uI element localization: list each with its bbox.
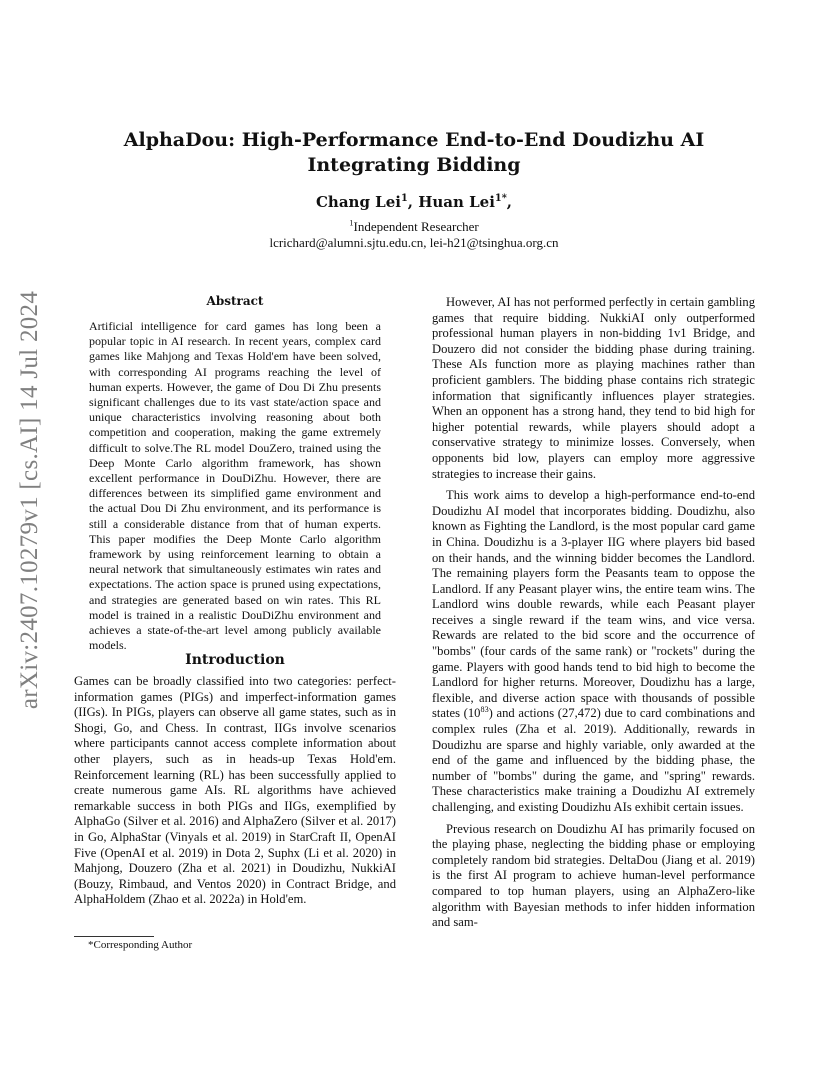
author-trailing-comma: , <box>506 193 513 211</box>
paragraph-doudizhu-rules <box>432 488 755 815</box>
footnote-rule <box>74 936 154 937</box>
state-space-exponent: 83 <box>480 705 489 715</box>
paragraph-doudizhu-rules-part2: ) and actions (27,472) due to card combinations and complex rules (Zha et al. 2019). Additionally, rewards in Doudizhu are sparse and highly variable, only awarded at the end of the game and influenced by the bidding phase, the number of "bombs" during the game, and "spring" rewards. These characteristics make training a Doudizhu AI extremely challenging, and existing Doudizhu AIs exhibit certain issues. <box>432 706 755 814</box>
author-2-affil-mark: 1* <box>494 193 507 204</box>
introduction-text: Games can be broadly classified into two categories: perfect-information games (PIGs) and imperfect-information games (IIGs). In PIGs, players can observe all game states, such as in Shogi, Go, and Chess. In contrast, IIGs involve scenarios where participants cannot access complete information about other players, such as in heads-up Texas Hold'em. Reinforcement learning (RL) has been successfully applied to create numerous game AIs. RL algorithms have achieved remarkable success in both PIGs and IIGs, exemplified by AlphaGo (Silver et al. 2016) and AlphaZero (Silver et al. 2017) in Go, AlphaStar (Vinyals et al. 2019) in StarCraft II, OpenAI Five (OpenAI et al. 2019) in Dota 2, Suphx (Li et al. 2020) in Mahjong, Douzero (Zha et al. 2021) in Doudizhu, NukkiAI (Bouzy, Rimbaud, and Ventos 2020) in Contract Bridge, and AlphaHoldem (Zhao et al. 2022a) in Hold'em. <box>74 674 396 907</box>
arxiv-identifier <box>8 290 52 710</box>
paragraph-bidding-ai: However, AI has not performed perfectly in certain gambling games that require bidding. NukkiAI only outperformed professional human players in non-bidding 1v1 Bridge, and Douzero did not consider the bidding phase during training. These AIs function more as playing machines rather than proficient gamblers. The bidding phase contains rich strategic information that significantly influences player strategies. When an opponent has a strong hand, they tend to bid high for higher potential rewards, while players should adopt a conservative strategy to minimize losses. Conversely, when opponents bid low, players can employ more aggressive strategies to increase their gains. <box>432 295 755 481</box>
author-1-affil-mark: 1 <box>400 193 408 204</box>
footnote: *Corresponding Author <box>88 939 193 951</box>
paper-title: AlphaDou: High-Performance End-to-End Doudizhu AI Integrating Bidding <box>123 129 705 176</box>
introduction-heading: Introduction <box>185 652 285 668</box>
abstract-text: Artificial intelligence for card games has long been a popular topic in AI research. In recent years, complex card games like Mahjong and Texas Hold'em have been solved, with corresponding AI programs reaching the level of human experts. However, the game of Dou Di Zhu presents significant challenges due to its vast state/action space and unique characteristics involving reasoning about both competition and cooperation, making the game extremely difficult to solve.The RL model DouZero, trained using the Deep Monte Carlo algorithm framework, has shown excellent performance in DouDiZhu. However, there are differences between its simplified game environment and the actual Dou Di Zhu environment, and its performance is still a considerable distance from that of human experts. This paper modifies the Deep Monte Carlo algorithm framework by using reinforcement learning to obtain a neural network that simultaneously estimates win rates and expectations. The action space is pruned using expectations, and strategies are generated based on win rates. This RL model is trained in a realistic DouDiZhu environment and achieves a state-of-the-art level among publicly available models. <box>89 319 381 653</box>
affiliation <box>74 219 754 235</box>
paragraph-previous-research: Previous research on Doudizhu AI has primarily focused on the playing phase, neglecting the bidding phase or employing completely random bid strategies. DeltaDou (Jiang et al. 2019) is the first AI program to achieve human-level performance compared to top human players, using an AlphaZero-like algorithm with Bayesian methods to infer hidden information and sam- <box>432 821 755 930</box>
arxiv-identifier-text: arXiv:2407.10279v1 [cs.AI] 14 Jul 2024 <box>16 290 43 710</box>
author-line <box>74 193 754 211</box>
affiliation-name: Independent Researcher <box>353 219 479 234</box>
right-column <box>432 295 755 937</box>
abstract-heading: Abstract <box>206 294 264 308</box>
author-1: Chang Lei <box>315 193 401 211</box>
affiliation-mark: 1 <box>349 217 354 228</box>
paragraph-doudizhu-rules-part1: This work aims to develop a high-performance end-to-end Doudizhu AI model that incorporates bidding. Doudizhu, also known as Fighting the Landlord, is the most popular card game in China. Doudizhu is a 3-player IIG where players bid based on their hands, and the winning bidder becomes the Landlord. The remaining players form the Peasants team to oppose the Landlord. If any Peasant player wins, the entire team wins. The Landlord wins double rewards, while each Peasant player receives a single reward if the team wins, and vice versa. Rewards are related to the bid score and the occurrence of "bombs" (four cards of the same rank) or "rockets" during the game. Players with good hands tend to bid high to become the Landlord for higher returns. Moreover, Doudizhu has a large, flexible, and diverse action space with thousands of possible states (10 <box>432 488 755 721</box>
author-2: Huan Lei <box>418 193 495 211</box>
author-emails: lcrichard@alumni.sjtu.edu.cn, lei-h21@tsinghua.org.cn <box>269 235 559 250</box>
affiliation-block <box>74 219 754 251</box>
author-separator: , <box>407 193 419 211</box>
